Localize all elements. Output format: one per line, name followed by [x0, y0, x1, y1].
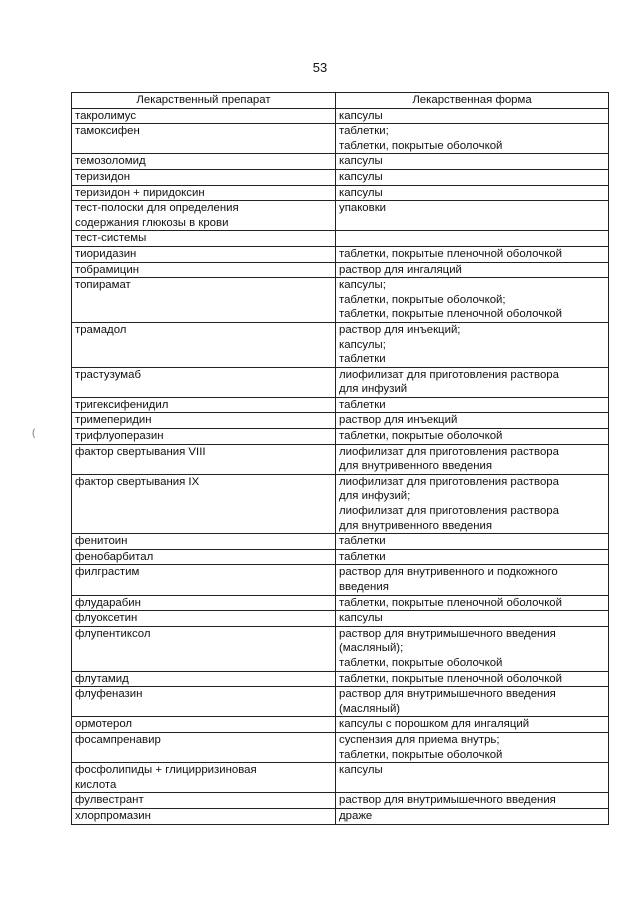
table-row — [72, 413, 609, 429]
dosage-form-line: таблетки, покрытые пленочной оболочкой — [339, 596, 563, 609]
dosage-form-line: капсулы — [339, 186, 383, 199]
drug-name-cell — [72, 595, 336, 611]
drug-name-line: флуоксетин — [75, 612, 138, 625]
drug-table — [71, 92, 609, 825]
drug-name-cell — [72, 687, 336, 717]
table-row — [72, 444, 609, 474]
table-row — [72, 154, 609, 170]
empty-cell-line — [339, 231, 605, 246]
drug-name-line: флупентиксол — [75, 627, 151, 640]
header-drug: Лекарственный препарат — [72, 93, 336, 109]
dosage-form-line: капсулы — [339, 764, 383, 777]
drug-name-line: тригексифенидил — [75, 398, 169, 411]
drug-name-cell — [72, 611, 336, 627]
dosage-form-cell — [336, 397, 609, 413]
drug-name-line: трамадол — [75, 323, 127, 336]
dosage-form-line: суспензия для приема внутрь; — [339, 733, 500, 746]
drug-name-line: флуфеназин — [75, 688, 143, 701]
drug-name-cell — [72, 246, 336, 262]
drug-name-cell — [72, 262, 336, 278]
drug-name-line: трастузумаб — [75, 368, 141, 381]
drug-name-line: трифлуоперазин — [75, 430, 164, 443]
table-row — [72, 565, 609, 595]
drug-name-line: топирамат — [75, 279, 131, 292]
dosage-form-line: таблетки, покрытые оболочкой — [339, 656, 503, 669]
drug-name-cell — [72, 397, 336, 413]
dosage-form-cell — [336, 808, 609, 824]
dosage-form-cell — [336, 793, 609, 809]
drug-name-cell — [72, 534, 336, 550]
drug-name-cell — [72, 444, 336, 474]
table-row — [72, 717, 609, 733]
drug-name-cell — [72, 278, 336, 323]
dosage-form-line: раствор для инъекций — [339, 414, 458, 427]
drug-name-cell — [72, 717, 336, 733]
drug-name-cell — [72, 671, 336, 687]
drug-name-cell — [72, 732, 336, 762]
dosage-form-cell — [336, 413, 609, 429]
drug-name-cell — [72, 231, 336, 247]
drug-name-cell — [72, 549, 336, 565]
dosage-form-line: упаковки — [339, 202, 387, 215]
dosage-form-cell — [336, 474, 609, 533]
table-body — [72, 108, 609, 824]
drug-name-line: фулвестрант — [75, 794, 144, 807]
drug-name-line: филграстим — [75, 566, 140, 579]
dosage-form-line: таблетки — [339, 398, 386, 411]
dosage-form-cell — [336, 429, 609, 445]
dosage-form-line: лиофилизат для приготовления раствора — [339, 368, 559, 381]
drug-name-cell — [72, 763, 336, 793]
dosage-form-line: драже — [339, 809, 373, 822]
drug-name-cell — [72, 626, 336, 671]
drug-name-line: флутамид — [75, 672, 129, 685]
dosage-form-line: таблетки, покрытые пленочной оболочкой — [339, 672, 563, 685]
table-header-row — [72, 93, 609, 109]
table-row — [72, 185, 609, 201]
dosage-form-line: капсулы с порошком для ингаляций — [339, 718, 530, 731]
drug-name-line: темозоломид — [75, 155, 146, 168]
table-row — [72, 246, 609, 262]
dosage-form-line: капсулы; — [339, 279, 386, 292]
dosage-form-cell — [336, 169, 609, 185]
dosage-form-line: капсулы — [339, 109, 383, 122]
dosage-form-line: раствор для внутримышечного введения — [339, 794, 556, 807]
dosage-form-line: лиофилизат для приготовления раствора — [339, 445, 559, 458]
dosage-form-cell — [336, 154, 609, 170]
table-row — [72, 595, 609, 611]
dosage-form-line: (масляный); — [339, 642, 404, 655]
dosage-form-line: раствор для внутримышечного введения — [339, 627, 556, 640]
dosage-form-line: капсулы; — [339, 338, 386, 351]
table-row — [72, 169, 609, 185]
dosage-form-line: таблетки, покрытые пленочной оболочкой — [339, 247, 563, 260]
drug-name-line: фосфолипиды + глицирризиновая — [75, 764, 257, 777]
drug-name-cell — [72, 793, 336, 809]
drug-name-line: фактор свертывания IX — [75, 475, 200, 488]
table-row — [72, 201, 609, 231]
table-row — [72, 124, 609, 154]
dosage-form-cell — [336, 671, 609, 687]
table-row — [72, 626, 609, 671]
dosage-form-line: таблетки — [339, 550, 386, 563]
dosage-form-cell — [336, 595, 609, 611]
dosage-form-cell — [336, 717, 609, 733]
dosage-form-line: раствор для внутривенного и подкожного — [339, 566, 558, 579]
dosage-form-line: таблетки, покрытые оболочкой — [339, 139, 503, 152]
drug-name-line: тест-полоски для определения — [75, 202, 239, 215]
dosage-form-cell — [336, 124, 609, 154]
drug-name-cell — [72, 413, 336, 429]
dosage-form-cell — [336, 444, 609, 474]
table-row — [72, 231, 609, 247]
dosage-form-line: введения — [339, 581, 389, 593]
table-row — [72, 611, 609, 627]
table-row — [72, 429, 609, 445]
drug-name-line: фенобарбитал — [75, 550, 154, 563]
drug-name-cell — [72, 154, 336, 170]
table-row — [72, 793, 609, 809]
dosage-form-line: для внутривенного введения — [339, 460, 493, 473]
drug-name-cell — [72, 808, 336, 824]
dosage-form-line: лиофилизат для приготовления раствора — [339, 505, 559, 518]
table-row — [72, 397, 609, 413]
drug-name-cell — [72, 201, 336, 231]
drug-name-cell — [72, 108, 336, 124]
dosage-form-line: таблетки, покрытые оболочкой; — [339, 293, 506, 306]
dosage-form-line: для инфузий; — [339, 490, 411, 503]
dosage-form-line: капсулы — [339, 170, 383, 183]
dosage-form-cell — [336, 549, 609, 565]
drug-name-cell — [72, 322, 336, 367]
dosage-form-line: таблетки — [339, 353, 386, 366]
table-row — [72, 687, 609, 717]
table-row — [72, 322, 609, 367]
drug-name-cell — [72, 474, 336, 533]
table-row — [72, 367, 609, 397]
drug-name-line: хлорпромазин — [75, 809, 151, 822]
drug-name-line: содержания глюкозы в крови — [75, 216, 229, 229]
drug-name-cell — [72, 565, 336, 595]
drug-name-line: такролимус — [75, 109, 137, 122]
dosage-form-line: таблетки, покрытые оболочкой — [339, 430, 503, 443]
drug-name-cell — [72, 169, 336, 185]
drug-name-line: тобрамицин — [75, 263, 139, 276]
dosage-form-line: капсулы — [339, 155, 383, 168]
header-form: Лекарственная форма — [336, 93, 609, 109]
table-row — [72, 808, 609, 824]
dosage-form-line: раствор для инъекций; — [339, 323, 461, 336]
dosage-form-cell — [336, 732, 609, 762]
drug-name-cell — [72, 429, 336, 445]
dosage-form-cell — [336, 322, 609, 367]
drug-name-line: флударабин — [75, 596, 141, 609]
drug-name-line: фактор свертывания VIII — [75, 445, 206, 458]
table-row — [72, 474, 609, 533]
table-row — [72, 278, 609, 323]
page-number: 53 — [312, 60, 328, 75]
table-row — [72, 671, 609, 687]
dosage-form-cell — [336, 367, 609, 397]
dosage-form-cell — [336, 565, 609, 595]
dosage-form-cell — [336, 262, 609, 278]
dosage-form-line: раствор для внутримышечного введения — [339, 688, 556, 701]
table-row — [72, 262, 609, 278]
dosage-form-line: капсулы — [339, 612, 383, 625]
dosage-form-cell — [336, 201, 609, 231]
drug-name-cell — [72, 367, 336, 397]
table-row — [72, 534, 609, 550]
drug-name-cell — [72, 124, 336, 154]
drug-name-line: теризидон — [75, 170, 130, 183]
dosage-form-cell — [336, 763, 609, 793]
drug-name-line: теризидон + пиридоксин — [75, 186, 205, 199]
dosage-form-cell — [336, 185, 609, 201]
dosage-form-line: для внутривенного введения — [339, 519, 493, 532]
drug-name-line: кислота — [75, 778, 117, 791]
dosage-form-cell — [336, 534, 609, 550]
table-row — [72, 763, 609, 793]
table-row — [72, 732, 609, 762]
dosage-form-cell — [336, 246, 609, 262]
dosage-form-line: таблетки; — [339, 125, 389, 138]
drug-name-line: тиоридазин — [75, 247, 137, 260]
dosage-form-line: (масляный) — [339, 702, 401, 715]
dosage-form-cell — [336, 687, 609, 717]
dosage-form-cell — [336, 611, 609, 627]
dosage-form-line: таблетки, покрытые пленочной оболочкой — [339, 308, 563, 321]
dosage-form-cell — [336, 231, 609, 247]
table-row — [72, 108, 609, 124]
dosage-form-line: для инфузий — [339, 383, 408, 396]
scan-mark: ( — [32, 428, 36, 439]
dosage-form-line: таблетки, покрытые оболочкой — [339, 748, 503, 761]
drug-name-cell — [72, 185, 336, 201]
drug-name-line: ормотерол — [75, 718, 133, 731]
drug-name-line: тест-системы — [75, 232, 147, 245]
drug-name-line: тримеперидин — [75, 414, 152, 427]
table-row — [72, 549, 609, 565]
dosage-form-cell — [336, 108, 609, 124]
dosage-form-line: лиофилизат для приготовления раствора — [339, 475, 559, 488]
dosage-form-cell — [336, 278, 609, 323]
dosage-form-line: таблетки — [339, 535, 386, 548]
drug-name-line: фосампренавир — [75, 733, 161, 746]
drug-name-line: тамоксифен — [75, 125, 140, 138]
drug-name-line: фенитоин — [75, 535, 128, 548]
dosage-form-cell — [336, 626, 609, 671]
dosage-form-line: раствор для ингаляций — [339, 263, 462, 276]
